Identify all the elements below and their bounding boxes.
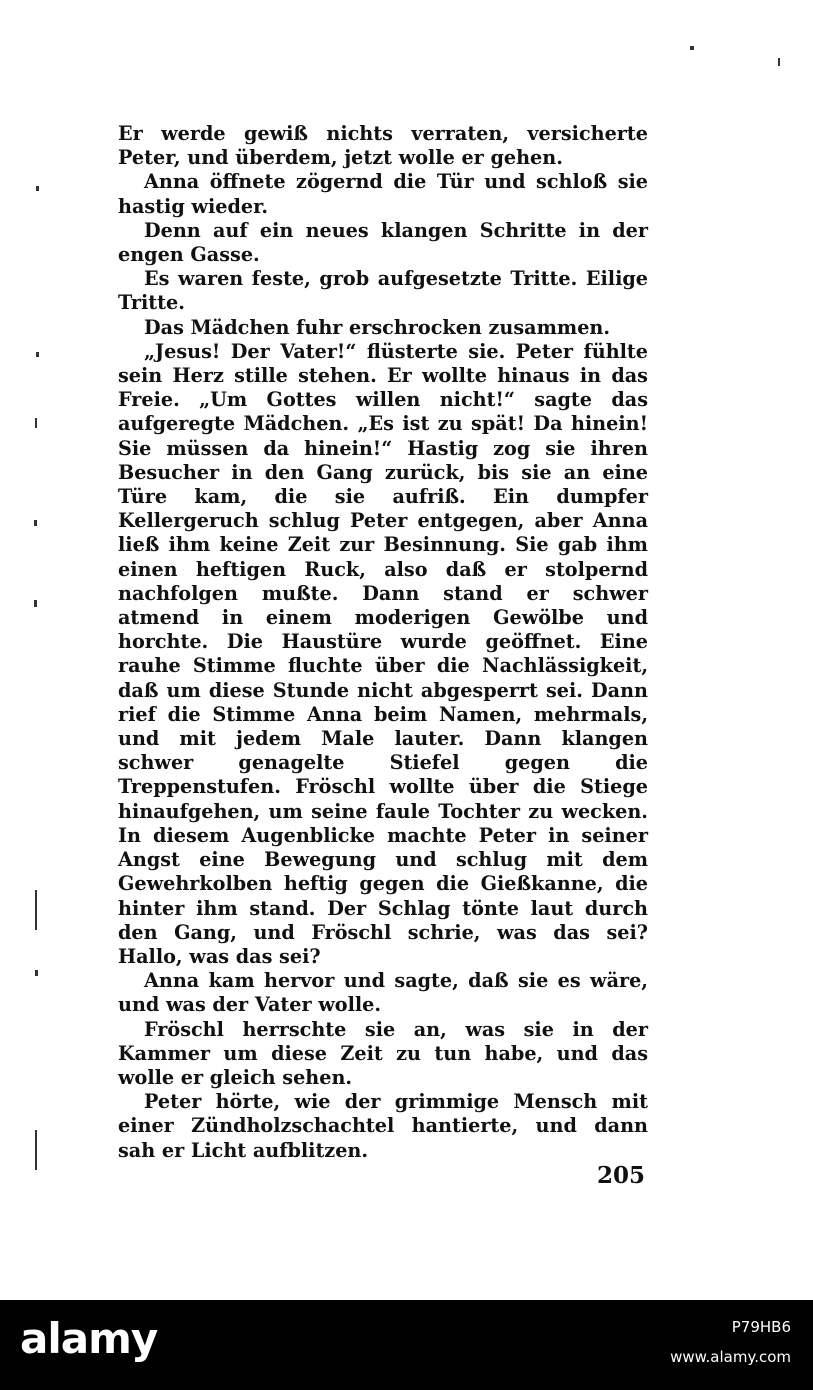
alamy-logo: alamy (20, 1314, 158, 1363)
watermark-footer (0, 1300, 813, 1390)
scan-mark (36, 352, 39, 357)
scan-mark (778, 58, 780, 66)
scan-mark (35, 890, 37, 930)
scan-mark (35, 418, 37, 428)
image-id: P79HB6 (731, 1318, 791, 1336)
scan-mark (34, 520, 37, 526)
paragraph: Es waren feste, grob aufgesetzte Tritte. Eilige Tritte. (118, 267, 648, 315)
site-url: www.alamy.com (670, 1348, 791, 1366)
paragraph: Fröschl herrschte sie an, was sie in der Kammer um diese Zeit zu tun habe, und das wolle er gleich sehen. (118, 1017, 648, 1089)
paragraph: Anna kam hervor und sagte, daß sie es wäre, und was der Vater wolle. (118, 969, 648, 1017)
scan-mark (690, 46, 694, 50)
paragraph: „Jesus! Der Vater!“ flüsterte sie. Peter fühlte sein Herz stille stehen. Er wollte hinaus in das Freie. „Um Gottes willen nicht!“ sagte das aufgeregte Mädchen. „Es ist zu spät! Da hinein! Sie müssen da hinein!“ Hastig zog sie ihren Besucher in den Gang zurück, bis sie an eine Türe kam, die sie aufriß. Ein dumpfer Kellergeruch schlug Peter entgegen, aber Anna ließ ihm keine Zeit zur Besinnung. Sie gab ihm einen heftigen Ruck, also daß er stolpernd nachfolgen mußte. Dann stand er schwer atmend in einem moderigen Gewölbe und horchte. Die Haustüre wurde geöffnet. Eine rauhe Stimme fluchte über die Nachlässigkeit, daß um diese Stunde nicht abgesperrt sei. Dann rief die Stimme Anna beim Namen, mehrmals, und mit jedem Male lauter. Dann klangen schwer genagelte Stiefel gegen die Treppenstufen. Fröschl wollte über die Stiege hinaufgehen, um seine faule Tochter zu wecken. In diesem Augenblicke machte Peter in seiner Angst eine Bewegung und schlug mit dem Gewehrkolben heftig gegen die Gießkanne, die hinter ihm stand. Der Schlag tönte laut durch den Gang, und Fröschl schrie, was das sei? Hallo, was das sei? (118, 339, 648, 968)
paragraph: Er werde gewiß nichts verraten, versicherte Peter, und überdem, jetzt wolle er gehen. (118, 122, 648, 170)
page-number: 205 (596, 1162, 645, 1189)
paragraph: Das Mädchen fuhr erschrocken zusammen. (144, 315, 611, 339)
paragraph: Denn auf ein neues klangen Schritte in der engen Gasse. (118, 218, 648, 267)
scan-mark (36, 186, 39, 191)
page-text (118, 122, 648, 1163)
scan-mark (35, 1130, 37, 1170)
scan-mark (35, 970, 38, 976)
paragraph: Anna öffnete zögernd die Tür und schloß sie hastig wieder. (118, 170, 648, 218)
paragraph: Peter hörte, wie der grimmige Mensch mit einer Zündholzschachtel hantierte, und dann sah er Licht aufblitzen. (118, 1090, 648, 1162)
scan-mark (34, 600, 37, 607)
